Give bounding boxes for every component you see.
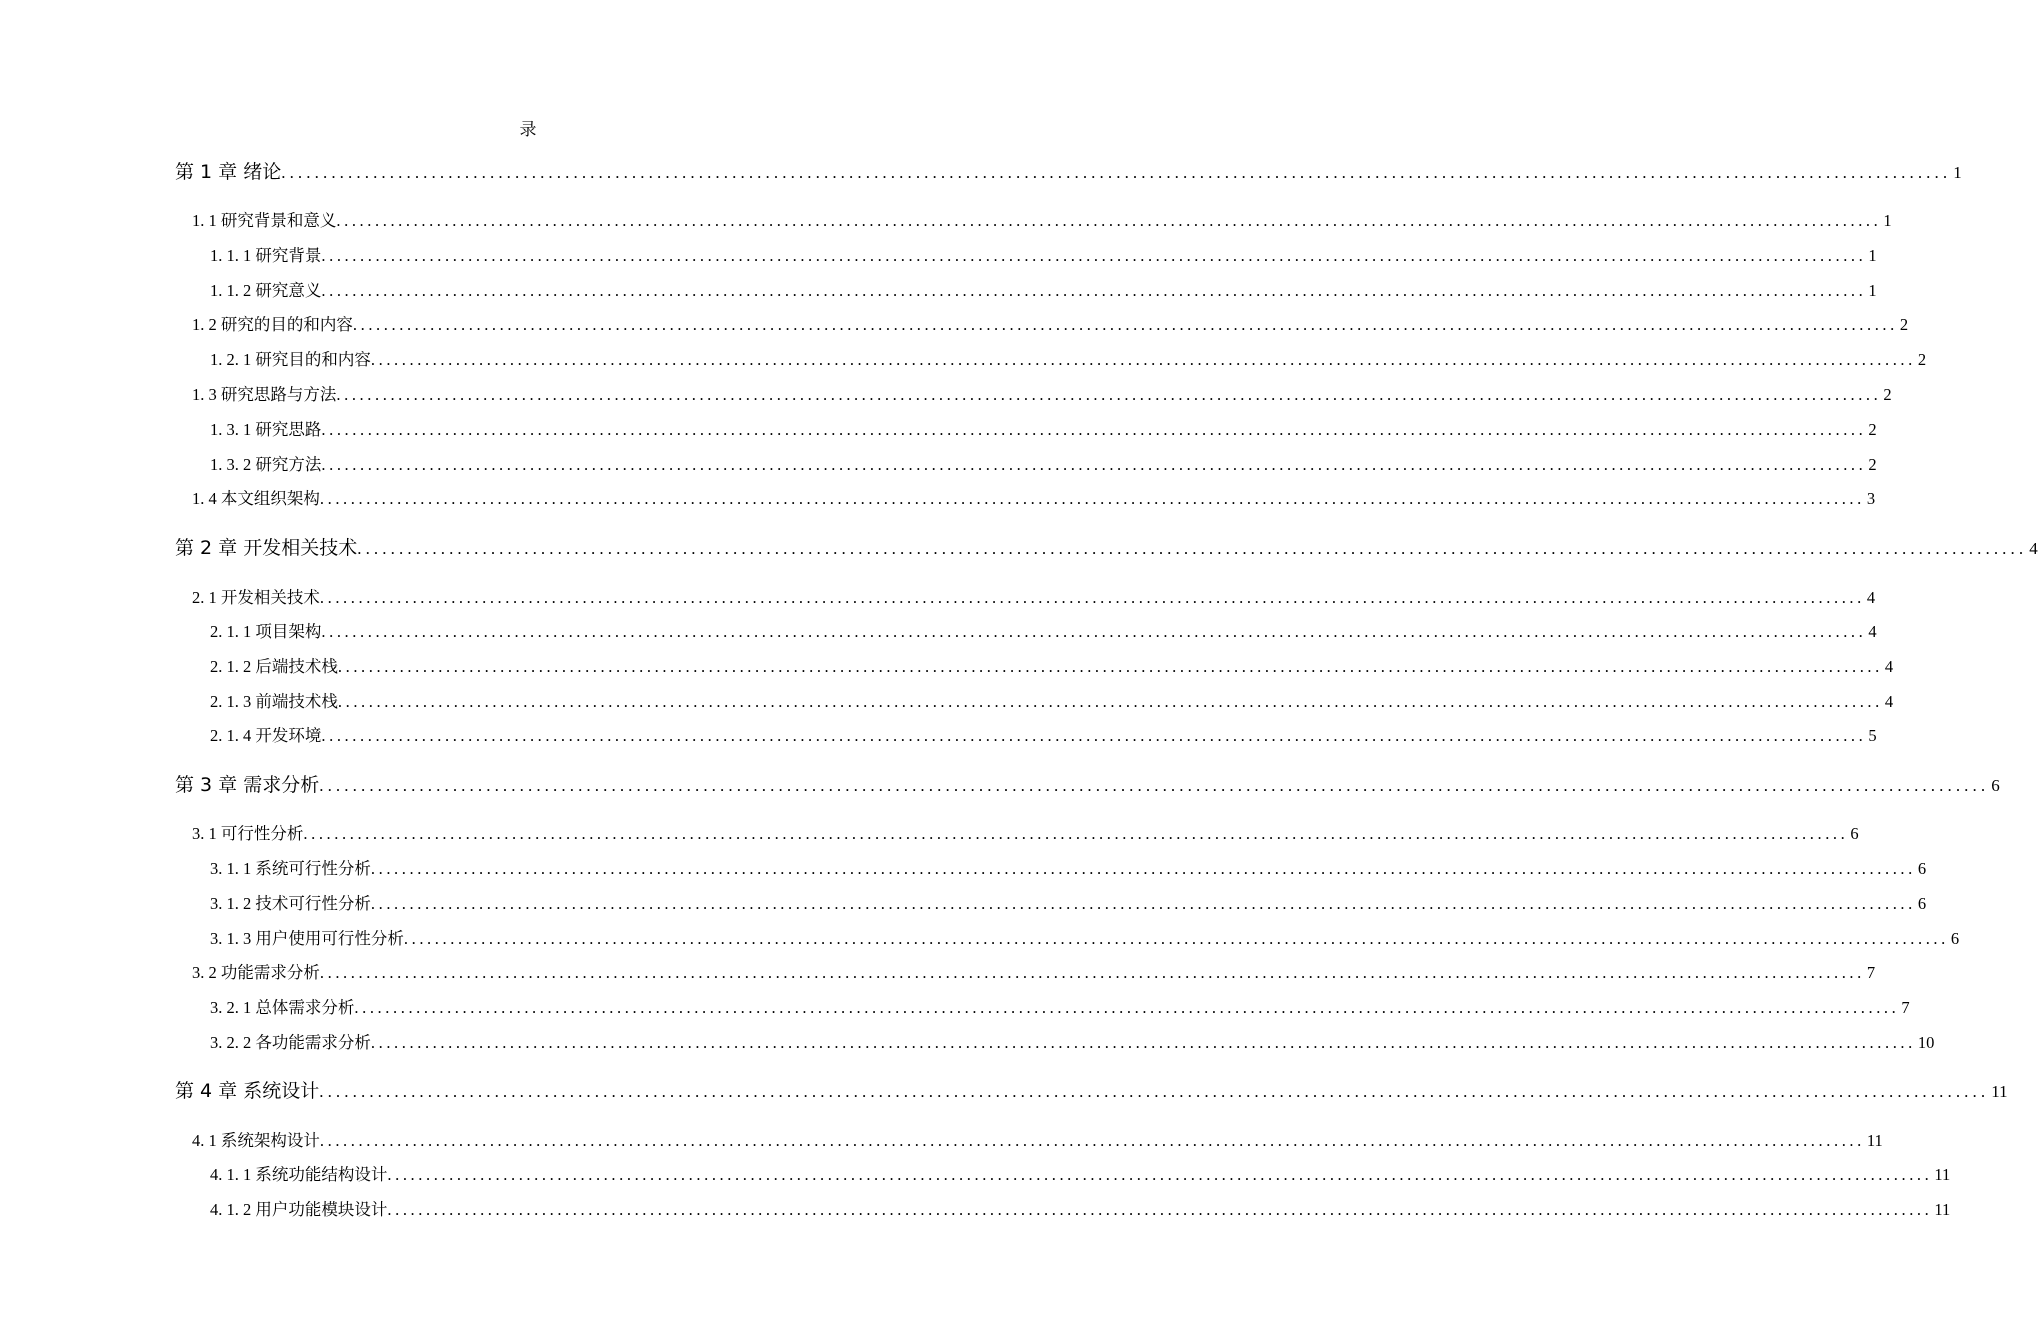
toc-subsection-entry[interactable] — [210, 688, 1894, 712]
toc-subsection-entry[interactable] — [210, 925, 1960, 949]
toc-chapter-entry[interactable] — [175, 157, 1962, 184]
toc-subsection-entry[interactable] — [210, 855, 1927, 879]
toc-dot-leader: ........................................................................................................................................................................................................ — [321, 281, 1867, 300]
toc-entry-title: 1. 2 研究的目的和内容 — [192, 315, 353, 334]
toc-subsection-entry[interactable] — [210, 722, 1877, 746]
toc-dot-leader: ........................................................................................................................................................................................................ — [357, 539, 2028, 558]
toc-entry-title: 1. 2. 1 研究目的和内容 — [210, 350, 371, 369]
toc-page-number: 6 — [1991, 776, 2000, 795]
toc-dot-leader: ........................................................................................................................................................................................................ — [319, 588, 1865, 607]
toc-page-number: 1 — [1883, 211, 1892, 230]
toc-entry-title: 1. 3. 2 研究方法 — [210, 455, 322, 474]
toc-entry-title: 1. 4 本文组织架构 — [192, 489, 320, 508]
toc-dot-leader: ........................................................................................................................................................................................................ — [354, 998, 1900, 1017]
toc-dot-leader: ........................................................................................................................................................................................................ — [337, 657, 1883, 676]
toc-section-entry[interactable] — [192, 820, 1859, 844]
toc-dot-leader: ........................................................................................................................................................................................................ — [319, 776, 1990, 795]
toc-entry-title: 2. 1. 1 项目架构 — [210, 622, 322, 641]
toc-dot-leader: ........................................................................................................................................................................................................ — [321, 726, 1867, 745]
toc-page-number: 4 — [1868, 622, 1877, 641]
toc-entry-title: 1. 1. 1 研究背景 — [210, 246, 322, 265]
toc-page-number: 2 — [1868, 455, 1877, 474]
toc-dot-leader: ........................................................................................................................................................................................................ — [336, 211, 1882, 230]
toc-dot-leader: ........................................................................................................................................................................................................ — [370, 1033, 1916, 1052]
toc-entry-title: 3. 1. 2 技术可行性分析 — [210, 894, 371, 913]
toc-page-number: 1 — [1868, 246, 1877, 265]
toc-subsection-entry[interactable] — [210, 890, 1927, 914]
toc-page-number: 7 — [1866, 963, 1876, 982]
toc-dot-leader: ........................................................................................................................................................................................................ — [319, 489, 1865, 508]
toc-chapter-entry[interactable] — [175, 533, 2038, 560]
toc-dot-leader: ........................................................................................................................................................................................................ — [321, 455, 1867, 474]
toc-entry-title: 第 4 章 系统设计 — [175, 1080, 320, 1102]
toc-page-number: 1 — [1868, 281, 1877, 300]
toc-page-number: 11 — [1991, 1082, 2008, 1101]
toc-page-number: 11 — [1934, 1200, 1951, 1219]
toc-entry-title: 2. 1. 3 前端技术栈 — [210, 692, 338, 711]
toc-subsection-entry[interactable] — [210, 653, 1894, 677]
toc-entry-title: 3. 2. 2 各功能需求分析 — [210, 1033, 371, 1052]
toc-dot-leader: ........................................................................................................................................................................................................ — [281, 163, 1952, 182]
toc-dot-leader: ........................................................................................................................................................................................................ — [321, 622, 1867, 641]
toc-dot-leader: ........................................................................................................................................................................................................ — [321, 246, 1867, 265]
toc-entry-title: 2. 1. 4 开发环境 — [210, 726, 322, 745]
toc-page-number: 2 — [1899, 315, 1909, 334]
toc-subsection-entry[interactable] — [210, 346, 1927, 370]
toc-dot-leader: ........................................................................................................................................................................................................ — [319, 963, 1865, 982]
toc-page-number: 5 — [1868, 726, 1877, 745]
toc-page-number: 10 — [1917, 1033, 1935, 1052]
toc-entry-title: 3. 2 功能需求分析 — [192, 963, 320, 982]
toc-entry-title: 4. 1. 2 用户功能模块设计 — [210, 1200, 388, 1219]
toc-dot-leader: ........................................................................................................................................................................................................ — [387, 1200, 1933, 1219]
toc-page-number: 1 — [1953, 163, 1962, 182]
toc-page-number: 6 — [1950, 929, 1960, 948]
toc-dot-leader: ........................................................................................................................................................................................................ — [319, 1131, 1865, 1150]
toc-page-number: 4 — [2029, 539, 2038, 558]
toc-section-entry[interactable] — [192, 485, 1876, 509]
toc-dot-leader: ........................................................................................................................................................................................................ — [319, 1082, 1990, 1101]
toc-entry-title: 4. 1. 1 系统功能结构设计 — [210, 1165, 388, 1184]
toc-chapter-entry[interactable] — [175, 1076, 2008, 1103]
toc-subsection-entry[interactable] — [210, 416, 1877, 440]
toc-section-entry[interactable] — [192, 207, 1892, 231]
toc-page-number: 2 — [1917, 350, 1927, 369]
toc-page-number: 2 — [1883, 385, 1892, 404]
toc-page-number: 6 — [1917, 859, 1927, 878]
toc-subsection-entry[interactable] — [210, 1029, 1935, 1053]
toc-page-number: 2 — [1868, 420, 1877, 439]
toc-entry-title: 3. 1. 1 系统可行性分析 — [210, 859, 371, 878]
toc-page-number: 4 — [1884, 692, 1894, 711]
toc-page-number: 6 — [1850, 824, 1859, 843]
toc-page-number: 4 — [1866, 588, 1876, 607]
toc-entry-title: 第 3 章 需求分析 — [175, 774, 320, 796]
toc-entry-title: 4. 1 系统架构设计 — [192, 1131, 320, 1150]
toc-dot-leader: ........................................................................................................................................................................................................ — [336, 385, 1882, 404]
toc-subsection-entry[interactable] — [210, 618, 1877, 642]
toc-page-number: 6 — [1917, 894, 1927, 913]
toc-dot-leader: ........................................................................................................................................................................................................ — [403, 929, 1949, 948]
toc-dot-leader: ........................................................................................................................................................................................................ — [337, 692, 1883, 711]
toc-dot-leader: ........................................................................................................................................................................................................ — [303, 824, 1849, 843]
toc-entry-title: 1. 1. 2 研究意义 — [210, 281, 322, 300]
toc-entry-title: 3. 1. 3 用户使用可行性分析 — [210, 929, 404, 948]
toc-entry-title: 2. 1. 2 后端技术栈 — [210, 657, 338, 676]
toc-entry-title: 第 2 章 开发相关技术 — [175, 537, 358, 559]
toc-section-entry[interactable] — [192, 381, 1892, 405]
toc-section-entry[interactable] — [192, 959, 1876, 983]
toc-entry-title: 1. 3. 1 研究思路 — [210, 420, 322, 439]
toc-title: 录 — [519, 120, 537, 139]
toc-section-entry[interactable] — [192, 584, 1876, 608]
toc-dot-leader: ........................................................................................................................................................................................................ — [370, 350, 1916, 369]
toc-subsection-entry[interactable] — [210, 1161, 1951, 1185]
toc-entry-title: 3. 2. 1 总体需求分析 — [210, 998, 355, 1017]
toc-dot-leader: ........................................................................................................................................................................................................ — [370, 894, 1916, 913]
toc-dot-leader: ........................................................................................................................................................................................................ — [370, 859, 1916, 878]
toc-entry-title: 1. 1 研究背景和意义 — [192, 211, 337, 230]
toc-page-number: 4 — [1884, 657, 1894, 676]
toc-page-number: 7 — [1901, 998, 1910, 1017]
toc-entry-title: 2. 1 开发相关技术 — [192, 588, 320, 607]
toc-section-entry[interactable] — [192, 1127, 1883, 1151]
toc-subsection-entry[interactable] — [210, 994, 1910, 1018]
toc-entry-title: 第 1 章 绪论 — [175, 161, 282, 183]
toc-page-number: 11 — [1866, 1131, 1883, 1150]
toc-dot-leader: ........................................................................................................................................................................................................ — [387, 1165, 1933, 1184]
toc-page-number: 3 — [1866, 489, 1876, 508]
toc-subsection-entry[interactable] — [210, 242, 1877, 266]
toc-chapter-entry[interactable] — [175, 770, 2000, 797]
toc-subsection-entry[interactable] — [210, 451, 1877, 475]
toc-subsection-entry[interactable] — [210, 277, 1877, 301]
toc-entry-title: 1. 3 研究思路与方法 — [192, 385, 337, 404]
toc-subsection-entry[interactable] — [210, 1196, 1951, 1220]
toc-section-entry[interactable] — [192, 311, 1909, 335]
toc-dot-leader: ........................................................................................................................................................................................................ — [321, 420, 1867, 439]
toc-dot-leader: ........................................................................................................................................................................................................ — [352, 315, 1898, 334]
toc-page-number: 11 — [1934, 1165, 1951, 1184]
toc-entry-title: 3. 1 可行性分析 — [192, 824, 304, 843]
